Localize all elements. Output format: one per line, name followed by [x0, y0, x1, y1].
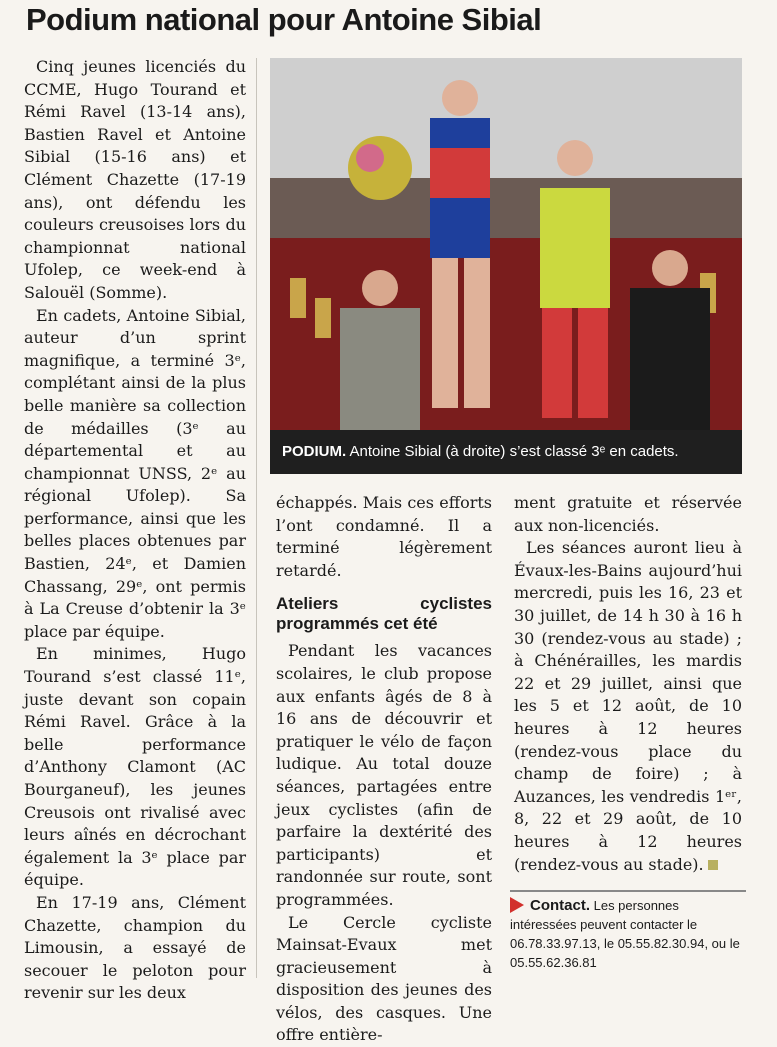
section-subheading: Ateliers cyclistes programmés cet été — [276, 594, 492, 634]
article-column-1 — [24, 56, 246, 1005]
article-headline: Podium national pour Antoine Sibial — [26, 2, 541, 38]
paragraph — [514, 537, 742, 876]
podium-illustration — [270, 58, 742, 430]
photo-caption — [270, 430, 742, 474]
podium-photo — [270, 58, 742, 474]
paragraph: Pendant les vacances scolaires, le club propose aux enfants âgés de 8 à 16 ans de découvrir et pratiquer le vélo de façon ludique. Au total douze séances, partagées entre jeux cyclistes (afin de parfaire la dextérité des participants) et randonnée sur route, sont programmées. — [276, 640, 492, 911]
contact-text: Les personnes intéressées peuvent contacter le 06.78.33.97.13, le 05.55.82.30.94, ou le 05.55.62.36.81 — [510, 898, 740, 970]
end-of-article-icon — [708, 860, 718, 870]
paragraph: En 17-19 ans, Clément Chazette, champion du Limousin, a essayé de secouer le peloton pour revenir sur les deux — [24, 892, 246, 1005]
paragraph: En minimes, Hugo Tourand s’est classé 11ᵉ, juste devant son copain Rémi Ravel. Grâce à la belle performance d’Anthony Clamont (AC Bourganeuf), les jeunes Creusois ont rivalisé avec leurs aînés en décrochant également la 3ᵉ place par équipe. — [24, 643, 246, 892]
column-divider — [256, 58, 257, 978]
arrow-right-icon — [510, 897, 524, 913]
paragraph-continuation: échappés. Mais ces efforts l’ont condamné. Il a terminé légèrement retardé. — [276, 492, 492, 582]
paragraph: En cadets, Antoine Sibial, auteur d’un sprint magnifique, a terminé 3ᵉ, complétant ainsi de la plus belle manière sa collection de médailles (3ᵉ au départemental et au championnat UNSS, 2ᵉ au régional Ufolep). Sa performance, ainsi que les belles places obtenues par Bastien, 24ᵉ, et Damien Chassang, 29ᵉ, ont permis à La Creuse d’obtenir la 3ᵉ place par équipe. — [24, 305, 246, 644]
caption-label: PODIUM. — [282, 443, 346, 460]
article-column-3 — [514, 492, 742, 876]
paragraph: Cinq jeunes licenciés du CCME, Hugo Tourand et Rémi Ravel (13-14 ans), Bastien Ravel et Antoine Sibial (15-16 ans) et Clément Chazette (17-19 ans), ont défendu les couleurs creusoises lors du championnat national Ufolep, ce week-end à Salouël (Somme). — [24, 56, 246, 305]
paragraph: Le Cercle cycliste Mainsat-Evaux met gracieusement à disposition des jeunes des vélos, des casques. Une offre entière- — [276, 912, 492, 1047]
contact-label: Contact. — [530, 897, 590, 914]
contact-box — [510, 890, 746, 972]
article-column-2 — [276, 492, 492, 1047]
caption-text: Antoine Sibial (à droite) s’est classé 3ᵉ en cadets. — [346, 443, 678, 460]
paragraph-text: Les séances auront lieu à Évaux-les-Bains aujourd’hui mercredi, puis les 16, 23 et 30 juillet, de 14 h 30 à 16 h 30 (rendez-vous au stade) ; à Chénérailles, les mardis 22 et 29 juillet, ainsi que les 5 et 12 août, de 10 heures à 12 heures (rendez-vous place du champ de foire) ; à Auzances, les vendredis 1ᵉʳ, 8, 22 et 29 août, de 10 heures à 12 heures (rendez-vous au stade). — [514, 538, 742, 873]
paragraph-continuation: ment gratuite et réservée aux non-licenciés. — [514, 492, 742, 537]
